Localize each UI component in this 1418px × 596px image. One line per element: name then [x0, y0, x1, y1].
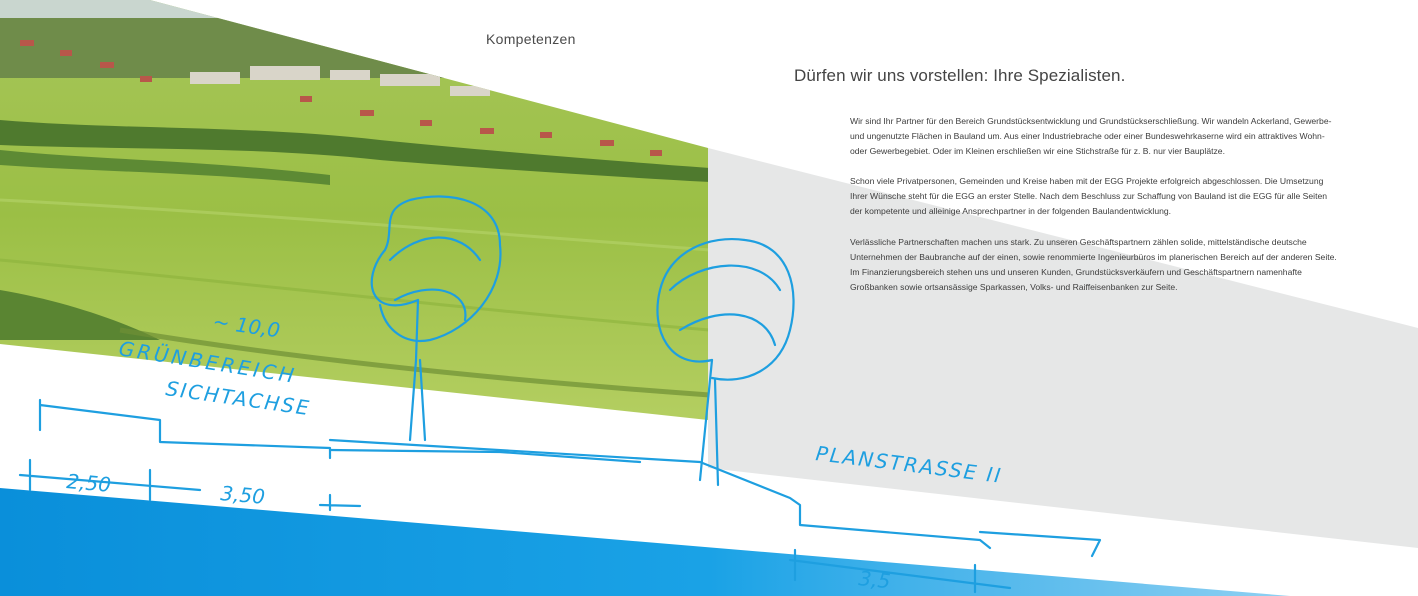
paragraph-3: Verlässliche Partnerschaften machen uns stark. Zu unseren Geschäftspartnern zählen solide, mittelständische deutsche Unternehmen der Baubranche auf der einen, sowie renommierte Ingenieurbüros im planerischen Bereich auf der anderen Seite. Im Finanzierungsbereich stehen uns und unseren Kunden, Grundstücksverkäufern und Geschäftspartnern namenhafte Großbanken sowie ortsansässige Sparkassen, Volks- und Raiffeisenbanken zur Seite.	[850, 236, 1337, 292]
sketch-label-sightaxis: SICHTACHSE	[164, 376, 313, 421]
page-headline: Dürfen wir uns vorstellen: Ihre Spezialisten.	[794, 66, 1126, 85]
body-text	[850, 114, 1340, 310]
sketch-label-dim-left: 2,50	[65, 469, 113, 497]
sketch-label-greenarea: GRÜNBEREICH	[117, 336, 299, 389]
sketch-label-street: PLANSTRASSE II	[814, 441, 1004, 488]
paragraph-2: Schon viele Privatpersonen, Gemeinden und Kreise haben mit der EGG Projekte erfolgreich abgeschlossen. Die Umsetzung Ihrer Wünsche steht für die EGG an erster Stelle. Nach dem Beschluss zur Schaffung von Bauland ist die EGG für alle Seiten der kompetente und alleinige Ansprechpartner in der folgenden Baulandentwicklung.	[850, 176, 1328, 217]
section-label: Kompetenzen	[486, 31, 576, 47]
paragraph-1: Wir sind Ihr Partner für den Bereich Grundstücksentwicklung und Grundstückserschließung. Wir wandeln Ackerland, Gewerbe- und ungenutzte Flächen in Bauland um. Aus einer Industriebrache oder einer Bundeswehrkaserne wird ein attraktives Wohn- oder Gewerbegebiet. Oder im Kleinen erschließen wir eine Stichstraße für z. B. nur vier Bauplätze.	[850, 116, 1332, 157]
sketch-label-width: ~ 10,0	[211, 309, 282, 343]
sketch-label-dim-right: 3,5	[857, 566, 892, 594]
landscape-photo	[0, 0, 710, 430]
sketch-label-dim-mid: 3,50	[219, 481, 267, 509]
